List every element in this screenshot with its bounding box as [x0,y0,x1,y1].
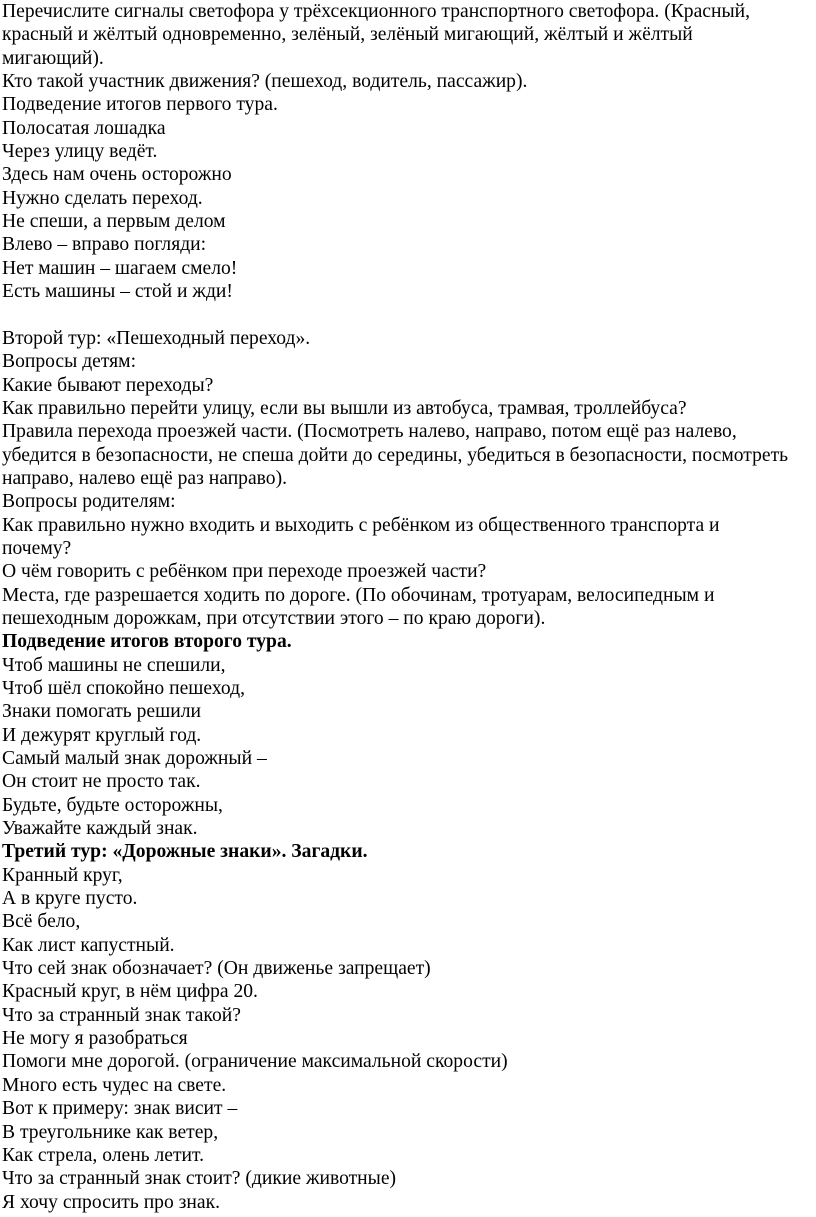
heading-second-round-results: Подведение итогов второго тура. [2,631,292,653]
riddles-block-4 [2,864,810,1214]
paragraph-block-2 [2,327,810,630]
text-line: красный и жёлтый одновременно, зелёный, зелёный мигающий, жёлтый и жёлтый [2,24,693,46]
poem-line: Нет машин – шагаем смело! [2,257,238,279]
text-line: Как правильно нужно входить и выходить с ребёнком из общественного транспорта и [2,514,720,536]
text-line: пешеходным дорожкам, при отсутствии этого – по краю дороги). [2,607,546,629]
riddle-line: Всё бело, [2,911,81,933]
poem-line: Полосатая лошадка [2,117,166,139]
text-line: Правила перехода проезжей части. (Посмотреть налево, направо, потом ещё раз налево, [2,421,737,443]
poem-line: Уважайте каждый знак. [2,818,198,840]
poem-line: Через улицу ведёт. [2,141,158,163]
riddle-line: Что за странный знак такой? [2,1004,241,1026]
poem-line: Чтоб шёл спокойно пешеход, [2,677,245,699]
riddle-line: Вот к примеру: знак висит – [2,1098,238,1120]
poem-line: Знаки помогать решили [2,701,201,723]
text-line: Вопросы детям: [2,351,137,373]
poem-block-3 [2,654,810,841]
poem-line: Самый малый знак дорожный – [2,748,267,769]
riddle-line: А в круге пусто. [2,888,138,910]
poem-line: Есть машины – стой и жди! [2,281,233,303]
text-line: Перечислите сигналы светофора у трёхсекционного транспортного светофора. (Красный, [2,1,751,22]
riddle-line: Я хочу спросить про знак. [2,1191,221,1213]
text-line: Подведение итогов первого тура. [2,94,278,116]
riddle-line: Что за странный знак стоит? (дикие животные) [2,1168,397,1190]
poem-line: Чтоб машины не спешили, [2,654,226,676]
riddle-line: Как лист капустный. [2,934,175,956]
text-line: мигающий). [2,47,104,69]
riddle-line: Красный круг, в нём цифра 20. [2,981,258,1003]
text-line: направо, налево ещё раз направо). [2,467,288,489]
text-line: Как правильно перейти улицу, если вы вышли из автобуса, трамвая, троллейбуса? [2,397,687,419]
poem-line: Он стоит не просто так. [2,771,201,793]
poem-line: Нужно сделать переход. [2,187,203,209]
section-title: Второй тур: «Пешеходный переход». [2,327,311,349]
text-line: убедится в безопасности, не спеша дойти до середины, убедиться в безопасности, посмотреть [2,444,789,466]
paragraph-block-1 [2,0,810,303]
text-line: Кто такой участник движения? (пешеход, водитель, пассажир). [2,71,528,93]
riddle-line: Много есть чудес на свете. [2,1074,227,1096]
text-line: О чём говорить с ребёнком при переходе проезжей части? [2,561,487,583]
riddle-line: В треугольнике как ветер, [2,1121,219,1143]
poem-line: И дежурят круглый год. [2,724,202,746]
riddle-line: Кранный круг, [2,864,123,886]
heading-third-round: Третий тур: «Дорожные знаки». Загадки. [2,841,368,863]
riddle-line: Помоги мне дорогой. (ограничение максимальной скорости) [2,1051,508,1073]
riddle-line: Что сей знак обозначает? (Он движенье запрещает) [2,958,431,980]
text-line: Какие бывают переходы? [2,374,214,396]
riddle-line: Не могу я разобраться [2,1028,188,1050]
text-line: Вопросы родителям: [2,491,176,513]
poem-line: Будьте, будьте осторожны, [2,794,223,816]
poem-line: Влево – вправо погляди: [2,234,207,256]
riddle-line: Как стрела, олень летит. [2,1144,205,1166]
poem-line: Не спеши, а первым делом [2,211,226,233]
blank-line [2,303,810,326]
text-line: почему? [2,537,72,559]
text-line: Места, где разрешается ходить по дороге. (По обочинам, тротуарам, велосипедным и [2,584,715,606]
poem-line: Здесь нам очень осторожно [2,164,232,186]
document-page [2,0,810,1214]
